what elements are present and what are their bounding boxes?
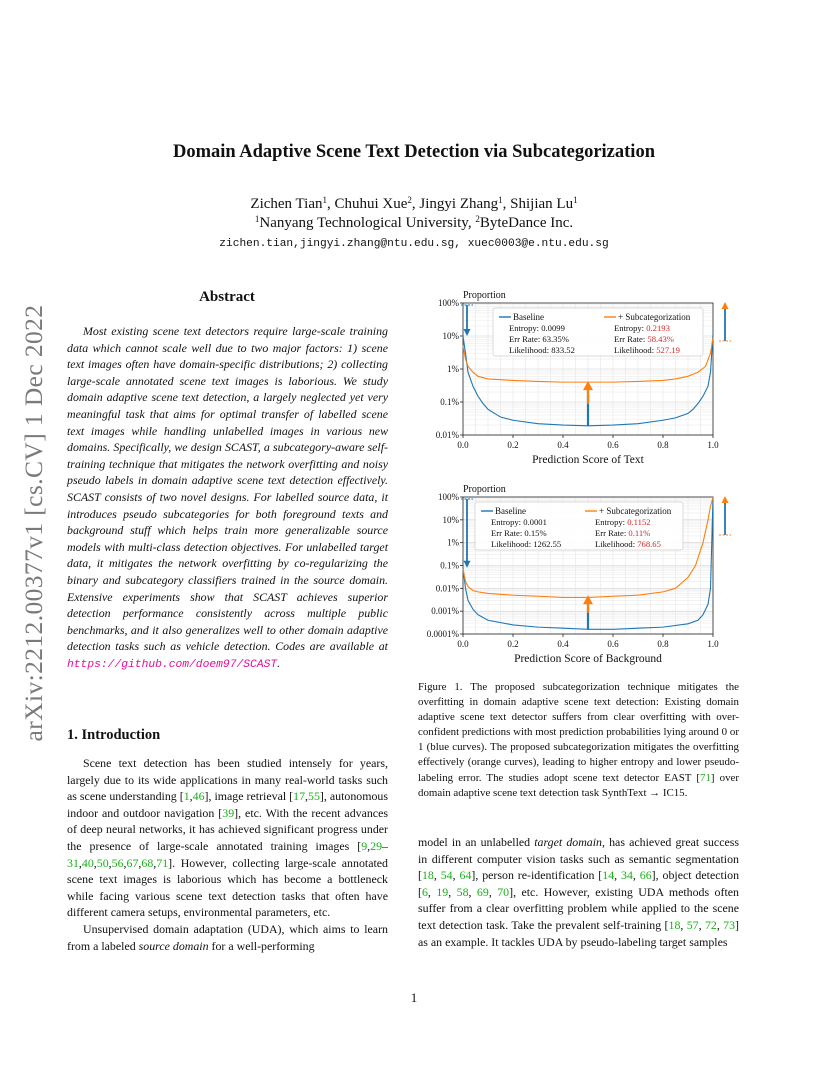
citation-link[interactable]: 56 xyxy=(111,855,124,870)
legend-stat xyxy=(509,334,569,344)
legend-entry: Baseline xyxy=(513,312,544,322)
legend-stat-label: Err Rate: xyxy=(509,334,543,344)
y-tick-label: 0.01% xyxy=(435,430,459,440)
text-run: ], autonomous indoor and outdoor navigation [ xyxy=(67,789,388,820)
abstract-text: Most existing scene text detectors require large-scale training data which cannot scale well due to two major factors: 1) scene text images often have domain-specific distributions; 2) collecting large-scale annotated scene text images is laborious. We study domain adaptive scene text detection, a largely neglected yet very meaningful task that aims for optimal transfer of labelled scene text images while handling unlabelled images in various new domains. Specifically, we design SCAST, a subcategory-aware self-training technique that mitigates the network overfitting and noisy pseudo labels in domain adaptive scene text detection effectively. SCAST consists of two novel designs. For labelled source data, it introduces pseudo subcategories for both foreground texts and background stuff which helps train more generalizable source models with multi-class detection objectives. For unlabelled target data, it mitigates the network overfitting by co-regularizing the binary and subcategory classifiers trained in the source domain. Extensive experiments show that SCAST achieves superior detection performance consistently across multiple public benchmarks, and it also generalizes well to other domain adaptive detection tasks such as vehicle detection. Codes are available at xyxy=(67,324,388,654)
legend-stat-value: 0.0001 xyxy=(523,517,547,527)
y-tick-label: 100% xyxy=(438,492,459,502)
arxiv-stamp-text: arXiv:2212.00377v1 [cs.CV] 1 Dec 2022 xyxy=(19,304,48,742)
citation-link[interactable]: 40 xyxy=(81,855,94,870)
legend-stat-label: Entropy: xyxy=(509,323,542,333)
edge-arrow-head xyxy=(464,329,471,336)
author-emails: zichen.tian,jingyi.zhang@ntu.edu.sg, xuec0003@e.ntu.edu.sg xyxy=(219,238,609,250)
legend-stat xyxy=(491,528,547,538)
text-run: , xyxy=(448,884,457,899)
emphasis-text: target domain xyxy=(534,835,602,849)
legend-stat xyxy=(595,528,650,538)
text-run: , xyxy=(108,855,112,870)
citation-link[interactable]: 18 xyxy=(668,917,681,932)
citation-link[interactable]: 57 xyxy=(686,917,699,932)
y-tick-label: 100% xyxy=(438,298,459,308)
x-tick-label: 0.8 xyxy=(657,639,669,649)
legend-stat-value: 0.11% xyxy=(628,528,651,538)
citation-link[interactable]: 55 xyxy=(308,789,320,804)
text-score-chart xyxy=(415,286,740,471)
text-run: ], person re-identification [ xyxy=(471,868,603,883)
legend-stat-label: Err Rate: xyxy=(491,528,525,538)
text-run: , xyxy=(427,884,437,899)
citation-link[interactable]: 39 xyxy=(222,805,235,820)
citation-link[interactable]: 68 xyxy=(141,855,154,870)
citation-link[interactable]: 18 xyxy=(421,868,434,883)
legend-stat-label: Likelihood: xyxy=(509,345,552,355)
text-run: , xyxy=(367,838,371,853)
legend-stat xyxy=(614,345,680,355)
legend-stat xyxy=(509,345,575,355)
citation-link[interactable]: 54 xyxy=(440,868,453,883)
legend-stat xyxy=(491,517,547,527)
author: Chuhui Xue xyxy=(334,196,408,212)
abstract-heading: Abstract xyxy=(199,289,255,305)
x-tick-label: 1.0 xyxy=(707,639,719,649)
legend-stat xyxy=(491,539,561,549)
citation-link[interactable]: 71 xyxy=(156,855,169,870)
text-run: for a well-performing xyxy=(208,938,315,953)
legend-stat-label: Likelihood: xyxy=(595,539,638,549)
legend-stat xyxy=(595,539,661,549)
legend-entry: + Subcategorization xyxy=(618,312,691,322)
legend-stat-label: Err Rate: xyxy=(614,334,648,344)
text-run: , xyxy=(716,917,724,932)
text-run: , xyxy=(305,789,309,804)
legend-stat xyxy=(614,334,674,344)
abstract-body xyxy=(67,323,388,673)
text-run: ], etc. With the recent advances of deep neural networks, it has achieved significant progress under the presence of large-scale annotated training images [ xyxy=(67,805,388,853)
legend-stat-label: Likelihood: xyxy=(614,345,657,355)
citation-link[interactable]: 1 xyxy=(183,789,190,804)
intro-paragraph-1 xyxy=(67,755,388,921)
text-run: ] as an example. It tackles UDA by pseudo-labeling target samples xyxy=(418,917,740,949)
text-run: Scene text detection has been studied intensely for years, largely due to its wide applications in many real-world tasks such as scene understanding [ xyxy=(67,756,388,804)
text-run: , xyxy=(468,884,477,899)
citation-link[interactable]: 29 xyxy=(370,838,383,853)
legend-stat-label: Entropy: xyxy=(491,517,524,527)
text-run: , has achieved great success in different computer vision tasks such as semantic segmentation [ xyxy=(418,835,740,883)
affiliation-list: $^1$Nanyang Technological University, $^2$ByteDance Inc. xyxy=(254,214,574,231)
y-tick-label: 1% xyxy=(447,364,459,374)
legend-stat-value: 63.35% xyxy=(542,334,569,344)
text-run: , xyxy=(632,868,640,883)
citation-link[interactable]: 64 xyxy=(459,868,472,883)
intro-body xyxy=(67,755,388,954)
x-tick-label: 0.4 xyxy=(557,440,569,450)
legend-stat-value: 768.65 xyxy=(637,539,661,549)
text-run: ] over domain adaptive scene text detection task SynthText → IC15. xyxy=(418,771,740,799)
paper-title: Domain Adaptive Scene Text Detection via Subcategorization xyxy=(172,142,655,162)
y-tick-label: 0.1% xyxy=(440,397,459,407)
citation-link[interactable]: 19 xyxy=(436,884,449,899)
citation-link[interactable]: 46 xyxy=(192,789,205,804)
author-affil-mark: 2 xyxy=(407,195,412,205)
text-run: , xyxy=(93,855,97,870)
text-run: , xyxy=(614,868,622,883)
text-run: , xyxy=(433,868,441,883)
legend-stat-label: Entropy: xyxy=(595,517,628,527)
y-tick-label: 0.1% xyxy=(440,560,459,571)
text-run: , xyxy=(138,855,142,870)
text-run: , xyxy=(123,855,127,870)
citation-link[interactable]: 6 xyxy=(421,884,428,899)
text-run: Unsupervised domain adaptation (UDA), which aims to learn from a labeled xyxy=(67,921,388,953)
affiliation: Nanyang Technological University xyxy=(259,215,468,231)
author: Shijian Lu xyxy=(510,196,574,212)
citation-link[interactable]: 34 xyxy=(621,868,633,883)
chart-legend xyxy=(475,502,683,550)
figure-caption xyxy=(418,680,739,801)
x-tick-label: 0.6 xyxy=(607,440,619,450)
background-score-chart xyxy=(415,480,740,670)
x-tick-label: 0.2 xyxy=(507,639,519,649)
citation-link[interactable]: 58 xyxy=(456,884,469,899)
legend-stat-label: Entropy: xyxy=(614,323,647,333)
legend-stat-value: 0.15% xyxy=(524,528,547,538)
author: Jingyi Zhang xyxy=(419,196,499,212)
affil-mark: 2 xyxy=(475,214,480,224)
legend-stat-value: 0.1152 xyxy=(627,517,651,527)
legend-stat-label: Likelihood: xyxy=(491,539,534,549)
legend-stat-value: 527.19 xyxy=(656,345,680,355)
author-affil-mark: 1 xyxy=(498,195,503,205)
citation-link[interactable]: 70 xyxy=(497,884,510,899)
text-run: ], image retrieval [ xyxy=(204,789,294,804)
legend-stat-value: 1262.55 xyxy=(533,539,562,549)
affil-mark: 1 xyxy=(254,214,260,224)
emphasis-text: source domain xyxy=(138,938,209,953)
x-tick-label: 0.0 xyxy=(457,639,469,649)
text-run: , xyxy=(698,917,705,932)
text-run: , xyxy=(78,855,82,870)
x-tick-label: 0.4 xyxy=(557,639,569,649)
legend-stat xyxy=(614,323,670,333)
y-tick-label: 1% xyxy=(447,537,459,548)
legend-entry: Baseline xyxy=(495,506,526,516)
x-axis-label: Prediction Score of Background xyxy=(514,653,662,665)
legend-stat-value: 0.0099 xyxy=(541,323,565,333)
intro-heading: 1. Introduction xyxy=(67,727,161,743)
y-tick-label: 0.0001% xyxy=(426,629,459,639)
text-run: , xyxy=(452,868,460,883)
x-tick-label: 0.0 xyxy=(457,440,469,450)
citation-link[interactable]: 50 xyxy=(96,855,109,870)
citation-link[interactable]: 72 xyxy=(704,917,717,932)
x-tick-label: 0.6 xyxy=(607,639,619,649)
text-run: ], object detection [ xyxy=(418,868,740,899)
text-run: , xyxy=(189,789,193,804)
legend-entry: + Subcategorization xyxy=(599,506,672,516)
shift-arrow-head xyxy=(583,595,593,604)
citation-link[interactable]: 17 xyxy=(293,789,306,804)
text-run: Figure 1. The proposed subcategorization technique mitigates the overfitting in domain adaptive scene text detection: Existing domain adaptive scene text detector suffers from clear overfitting with over-confident predictions with most prediction probabilities lying around 0 or 1 (blue curves). The proposed subcategorization mitigates the overfitting effectively (orange curves), leading to higher entropy and lower pseudo-labeling error. The studies adopt scene text detector EAST [ xyxy=(418,681,739,784)
code-link[interactable]: https://github.com/doem97/SCAST xyxy=(67,658,278,671)
y-tick-label: 0.01% xyxy=(435,583,459,594)
citation-link[interactable]: 67 xyxy=(126,855,139,870)
text-run: ]. However, collecting large-scale annotated scene text images is laborious which has become a bottleneck while facing various scene text detection tasks that often have different camera setups, environmental parameters, etc. xyxy=(67,855,388,920)
author-affil-mark: 1 xyxy=(322,195,327,205)
text-run: , xyxy=(488,884,498,899)
y-tick-label: 0.001% xyxy=(431,606,459,617)
legend-stat-label: Err Rate: xyxy=(595,528,629,538)
author-affil-mark: 1 xyxy=(573,195,578,205)
intro-paragraph-2 xyxy=(67,921,388,954)
page-number: 1 xyxy=(410,990,418,1005)
citation-link[interactable]: 66 xyxy=(639,868,652,883)
text-run: , xyxy=(680,917,687,932)
arxiv-stamp xyxy=(20,290,48,756)
y-tick-label: 10% xyxy=(442,514,459,525)
x-axis-label: Prediction Score of Text xyxy=(532,454,644,466)
text-run: – xyxy=(382,838,388,853)
citation-link[interactable]: 71 xyxy=(700,771,711,784)
legend-stat xyxy=(509,323,565,333)
citation-link[interactable]: 31 xyxy=(67,855,79,870)
text-run: ], etc. However, existing UDA methods often suffer from a clear overfitting problem while applied to the scene text detection task. Take the prevalent self-training [ xyxy=(418,884,739,932)
text-run: , xyxy=(153,855,157,870)
citation-link[interactable]: 9 xyxy=(361,838,368,853)
x-tick-label: 0.2 xyxy=(507,440,519,450)
citation-link[interactable]: 73 xyxy=(723,917,736,932)
abstract-end: . xyxy=(277,655,281,670)
y-tick-label: 10% xyxy=(442,331,459,341)
legend-stat xyxy=(595,517,651,527)
legend-stat-value: 0.2193 xyxy=(646,323,670,333)
author-list: Zichen Tian$^1$, Chuhui Xue$^2$, Jingyi Zhang$^1$, Shijian Lu$^1$ xyxy=(250,195,578,212)
affiliation: ByteDance Inc. xyxy=(479,215,574,231)
legend-stat-value: 833.52 xyxy=(551,345,575,355)
edge-arrow-head xyxy=(722,302,729,309)
legend-stat-value: 58.43% xyxy=(647,334,674,344)
author: Zichen Tian xyxy=(250,196,323,212)
text-run: model in an unlabelled xyxy=(418,835,535,849)
y-axis-label: Proportion xyxy=(463,290,506,301)
y-axis-label: Proportion xyxy=(463,484,506,495)
edge-arrow-head xyxy=(722,496,729,503)
chart-legend xyxy=(493,308,703,356)
x-tick-label: 1.0 xyxy=(707,440,719,450)
right-column-body xyxy=(418,834,739,950)
citation-link[interactable]: 69 xyxy=(476,884,489,899)
x-tick-label: 0.8 xyxy=(657,440,669,450)
citation-link[interactable]: 14 xyxy=(602,868,615,883)
